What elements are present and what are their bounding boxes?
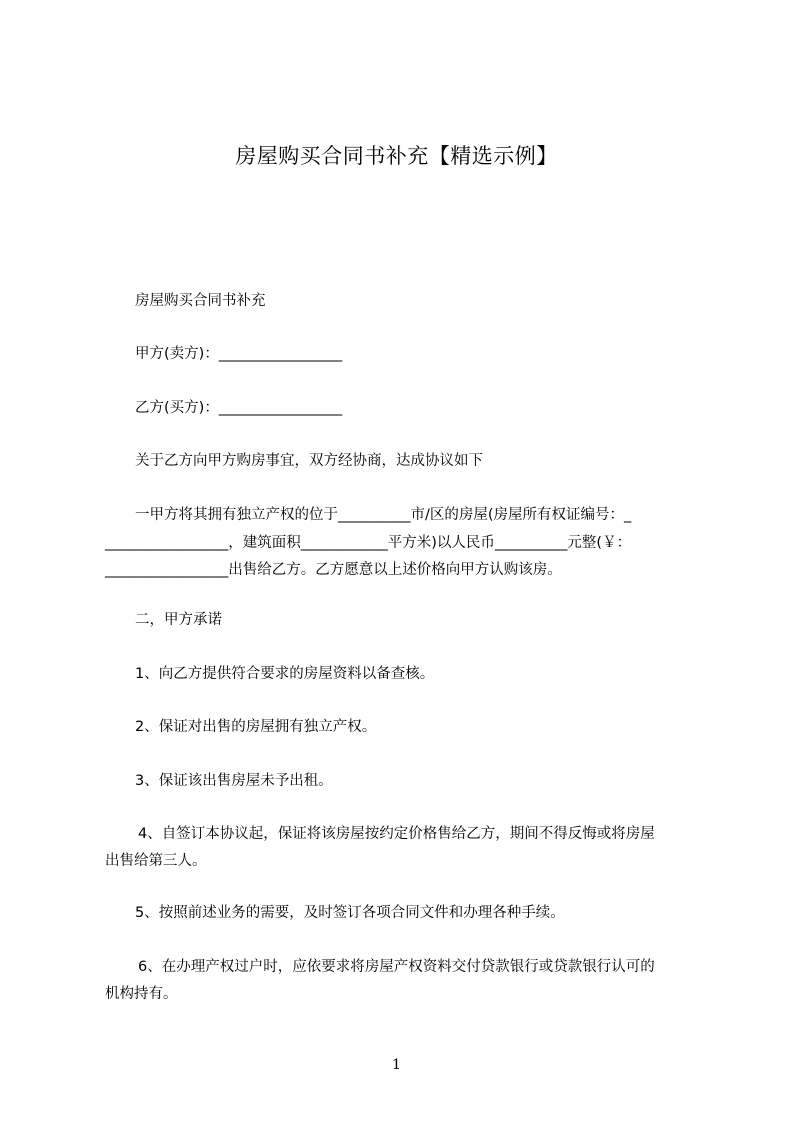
intro-paragraph: 关于乙方向甲方购房事宜，双方经协商，达成协议如下	[135, 453, 483, 469]
page-number: 1	[392, 1057, 401, 1073]
list-item-4-line-1: 4、自签订本协议起，保证将该房屋按约定价格售给乙方，期间不得反悔或将房屋	[138, 826, 655, 842]
party-a-line: 甲方(卖方)：_________________	[135, 346, 343, 362]
list-item-5: 5、按照前述业务的需要，及时签订各项合同文件和办理各种手续。	[135, 905, 565, 921]
clause-1-line-2: _________________，建筑面积____________平方米)以人民币__________元整(￥：	[105, 535, 632, 551]
clause-1-line-3: _________________出售给乙方。乙方愿意以上述价格向甲方认购该房。	[105, 562, 562, 578]
list-item-2: 2、保证对出售的房屋拥有独立产权。	[135, 719, 377, 735]
list-item-1: 1、向乙方提供符合要求的房屋资料以备查核。	[135, 666, 435, 682]
section-heading: 房屋购买合同书补充	[135, 293, 266, 309]
clause-1-line-1: 一甲方将其拥有独立产权的位于__________市/区的房屋(房屋所有权证编号：_	[135, 507, 632, 523]
section-2-heading: 二，甲方承诺	[135, 612, 222, 628]
party-b-line: 乙方(买方)：_________________	[135, 400, 343, 416]
list-item-3: 3、保证该出售房屋未予出租。	[135, 773, 333, 789]
list-item-6-line-2: 机构持有。	[105, 986, 178, 1002]
document-title: 房屋购买合同书补充【精选示例】	[235, 144, 558, 168]
list-item-6-line-1: 6、在办理产权过户时，应依要求将房屋产权资料交付贷款银行或贷款银行认可的	[138, 959, 655, 975]
list-item-4-line-2: 出售给第三人。	[105, 853, 207, 869]
